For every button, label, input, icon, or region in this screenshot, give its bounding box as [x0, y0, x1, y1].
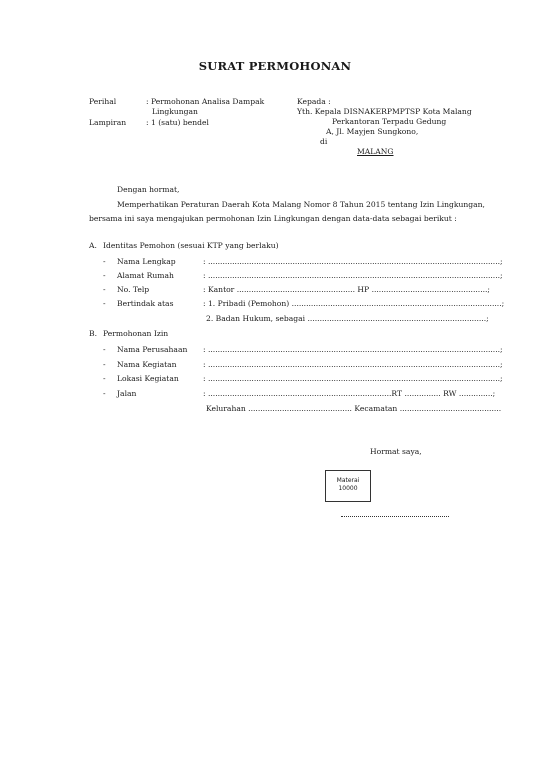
addressee-line-2: Perkantoran Terpadu Gedung	[332, 117, 447, 126]
perihal-value-2: Lingkungan	[152, 107, 198, 116]
perihal-value-1: : Permohonan Analisa Dampak	[146, 97, 265, 106]
kepada-label: Kepada :	[297, 97, 331, 106]
row-dash: -	[103, 271, 106, 280]
field-value-no-telp: : Kantor ................................................. HP ................................................;	[203, 285, 490, 294]
section-b-heading: Permohonan Izin	[103, 329, 169, 338]
stamp-value: 10000	[338, 485, 358, 492]
row-dash: -	[103, 345, 106, 354]
stamp-label: Materai	[336, 477, 360, 484]
addressee-line-3: A, Jl. Mayjen Sungkono,	[326, 127, 419, 136]
document-title: SURAT PERMOHONAN	[198, 59, 352, 73]
field-value-nama-lengkap: : .........................................................................................................................;	[203, 257, 503, 266]
row-dash: -	[103, 285, 106, 294]
lampiran-label: Lampiran	[89, 118, 127, 127]
field-label-bertindak-atas: Bertindak atas	[117, 299, 174, 308]
field-label-nama-perusahaan: Nama Perusahaan	[117, 345, 188, 354]
paragraph-line-1: Memperhatikan Peraturan Daerah Kota Malang Nomor 8 Tahun 2015 tentang Izin Lingkungan,	[117, 200, 485, 209]
field-label-no-telp: No. Telp	[117, 285, 150, 294]
paragraph-line-2: bersama ini saya mengajukan permohonan Izin Lingkungan dengan data-data sebagai berikut :	[89, 214, 457, 223]
greeting: Dengan hormat,	[117, 185, 180, 194]
closing-salutation: Hormat saya,	[370, 447, 422, 456]
field-value-badan-hukum: 2. Badan Hukum, sebagai ..........................................................................;	[206, 314, 489, 323]
field-value-kelurahan-kecamatan: Kelurahan ........................................... Kecamatan ..........................................	[206, 404, 502, 413]
materai-stamp-box	[325, 470, 371, 502]
field-value-jalan: : ............................................................................RT ............... RW ..............;	[203, 389, 496, 398]
row-dash: -	[103, 299, 106, 308]
row-dash: -	[103, 257, 106, 266]
row-dash: -	[103, 374, 106, 383]
field-value-bertindak-atas: : 1. Pribadi (Pemohon) .......................................................................................;	[203, 299, 505, 308]
lampiran-value: : 1 (satu) bendel	[146, 118, 209, 127]
row-dash: -	[103, 360, 106, 369]
field-label-lokasi-kegiatan: Lokasi Kegiatan	[117, 374, 179, 383]
section-a-marker: A.	[89, 241, 97, 250]
field-value-alamat-rumah: : .........................................................................................................................;	[203, 271, 503, 280]
field-value-nama-perusahaan: : .........................................................................................................................;	[203, 345, 503, 354]
section-a-heading: Identitas Pemohon (sesuai KTP yang berlaku)	[103, 241, 279, 250]
addressee-city: MALANG	[357, 147, 394, 156]
field-label-alamat-rumah: Alamat Rumah	[117, 271, 174, 280]
addressee-line-1: Yth. Kepala DISNAKERPMPTSP Kota Malang	[297, 107, 472, 116]
field-value-nama-kegiatan: : .........................................................................................................................;	[203, 360, 503, 369]
perihal-label: Perihal	[89, 97, 117, 106]
addressee-line-4: di	[320, 137, 328, 146]
signature-line	[341, 513, 449, 517]
section-b-marker: B.	[89, 329, 97, 338]
field-label-nama-kegiatan: Nama Kegiatan	[117, 360, 177, 369]
row-dash: -	[103, 389, 106, 398]
field-label-jalan: Jalan	[117, 389, 137, 398]
field-label-nama-lengkap: Nama Lengkap	[117, 257, 176, 266]
field-value-lokasi-kegiatan: : .........................................................................................................................;	[203, 374, 503, 383]
